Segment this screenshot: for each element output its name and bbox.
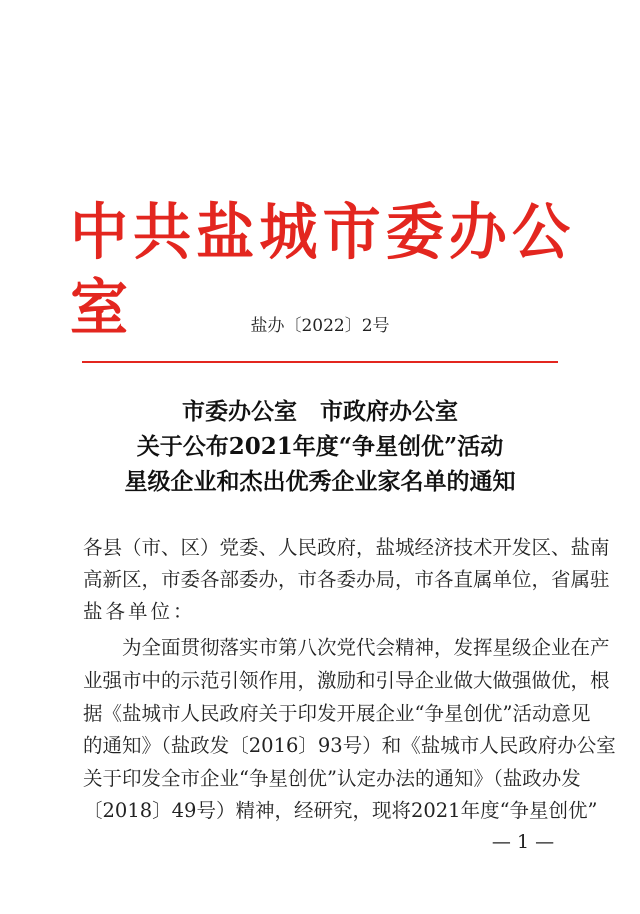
red-divider — [82, 361, 558, 363]
issuer-title: 中共盐城市委办公室 — [70, 196, 570, 344]
body-line: 的通知》（盐政发〔2016〕93号）和《盐城市人民政府办公室 — [83, 734, 616, 757]
body-line: 据《盐城市人民政府关于印发开展企业“争星创优”活动意见 — [83, 702, 591, 725]
document-number: 盐办〔2022〕2号 — [250, 316, 390, 336]
notice-title-line-2: 关于公布2021年度“争星创优”活动 — [136, 433, 504, 460]
page-number: — 1 — — [491, 831, 555, 853]
notice-title-line-1: 市委办公室 市政府办公室 — [182, 398, 458, 425]
body-line: 〔2018〕49号）精神，经研究，现将2021年度“争星创优” — [83, 799, 598, 822]
body-line: 盐各单位： — [83, 600, 196, 623]
body-line: 关于印发全市企业“争星创优”认定办法的通知》（盐政办发 — [83, 767, 581, 790]
body-line: 为全面贯彻落实市第八次党代会精神，发挥星级企业在产 — [83, 636, 610, 659]
notice-title-line-3: 星级企业和杰出优秀企业家名单的通知 — [124, 468, 516, 495]
body-line: 各县（市、区）党委、人民政府，盐城经济技术开发区、盐南 — [83, 536, 610, 559]
body-line: 业强市中的示范引领作用，激励和引导企业做大做强做优，根 — [83, 669, 610, 692]
body-line: 高新区，市委各部委办，市各委办局，市各直属单位，省属驻 — [83, 568, 610, 591]
